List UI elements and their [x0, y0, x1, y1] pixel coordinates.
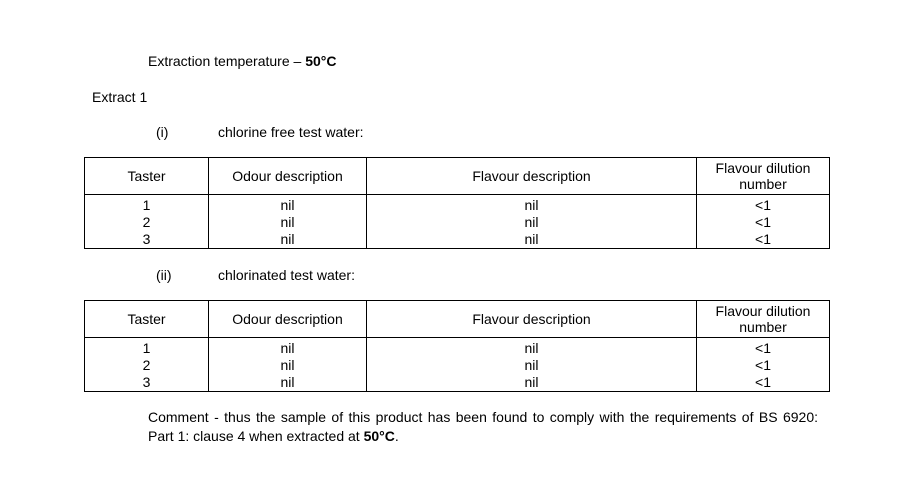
- cell-flavour: nil: [367, 214, 697, 231]
- cell-flavour: nil: [367, 338, 697, 358]
- cell-taster: 1: [85, 338, 209, 358]
- cell-taster: 1: [85, 195, 209, 215]
- table-header-row: [85, 158, 830, 195]
- cell-flavour: nil: [367, 231, 697, 249]
- extraction-temperature-heading: [148, 53, 336, 69]
- cell-dilution: <1: [697, 338, 830, 358]
- comment-temperature: 50°C: [363, 428, 395, 444]
- heading-prefix: Extraction temperature –: [148, 53, 306, 69]
- header-odour: Odour description: [209, 158, 367, 195]
- comment-text: Comment - thus the sample of this product has been found to comply with the requirements of BS 6920: Part 1: clause 4 when extracted at: [148, 409, 818, 444]
- cell-dilution: <1: [697, 374, 830, 392]
- cell-dilution: <1: [697, 357, 830, 374]
- table-header-row: [85, 301, 830, 338]
- cell-taster: 3: [85, 374, 209, 392]
- header-odour: Odour description: [209, 301, 367, 338]
- extract-label: Extract 1: [92, 89, 148, 105]
- cell-flavour: nil: [367, 195, 697, 215]
- table-row: [85, 357, 830, 374]
- table-row: [85, 374, 830, 392]
- cell-dilution: <1: [697, 195, 830, 215]
- heading-temperature: 50°C: [305, 53, 337, 69]
- header-dilution: Flavour dilution number: [697, 301, 830, 338]
- cell-odour: nil: [209, 357, 367, 374]
- comment-end: .: [394, 428, 399, 444]
- header-flavour: Flavour description: [367, 301, 697, 338]
- results-table-chlorinated: [84, 300, 830, 392]
- results-table-chlorine-free: [84, 157, 830, 249]
- header-dilution: Flavour dilution number: [697, 158, 830, 195]
- cell-dilution: <1: [697, 231, 830, 249]
- cell-odour: nil: [209, 195, 367, 215]
- cell-flavour: nil: [367, 374, 697, 392]
- table-row: [85, 231, 830, 249]
- cell-odour: nil: [209, 374, 367, 392]
- cell-dilution: <1: [697, 214, 830, 231]
- header-taster: Taster: [85, 158, 209, 195]
- section-1-title: chlorine free test water:: [218, 124, 364, 140]
- cell-odour: nil: [209, 231, 367, 249]
- cell-flavour: nil: [367, 357, 697, 374]
- section-2-title: chlorinated test water:: [218, 267, 355, 283]
- table-row: [85, 195, 830, 215]
- cell-taster: 3: [85, 231, 209, 249]
- table-row: [85, 214, 830, 231]
- cell-odour: nil: [209, 214, 367, 231]
- cell-taster: 2: [85, 357, 209, 374]
- header-flavour: Flavour description: [367, 158, 697, 195]
- header-taster: Taster: [85, 301, 209, 338]
- table-row: [85, 338, 830, 358]
- comment-paragraph: [148, 408, 818, 446]
- section-1-number: (i): [156, 124, 169, 140]
- cell-odour: nil: [209, 338, 367, 358]
- section-2-number: (ii): [156, 267, 172, 283]
- cell-taster: 2: [85, 214, 209, 231]
